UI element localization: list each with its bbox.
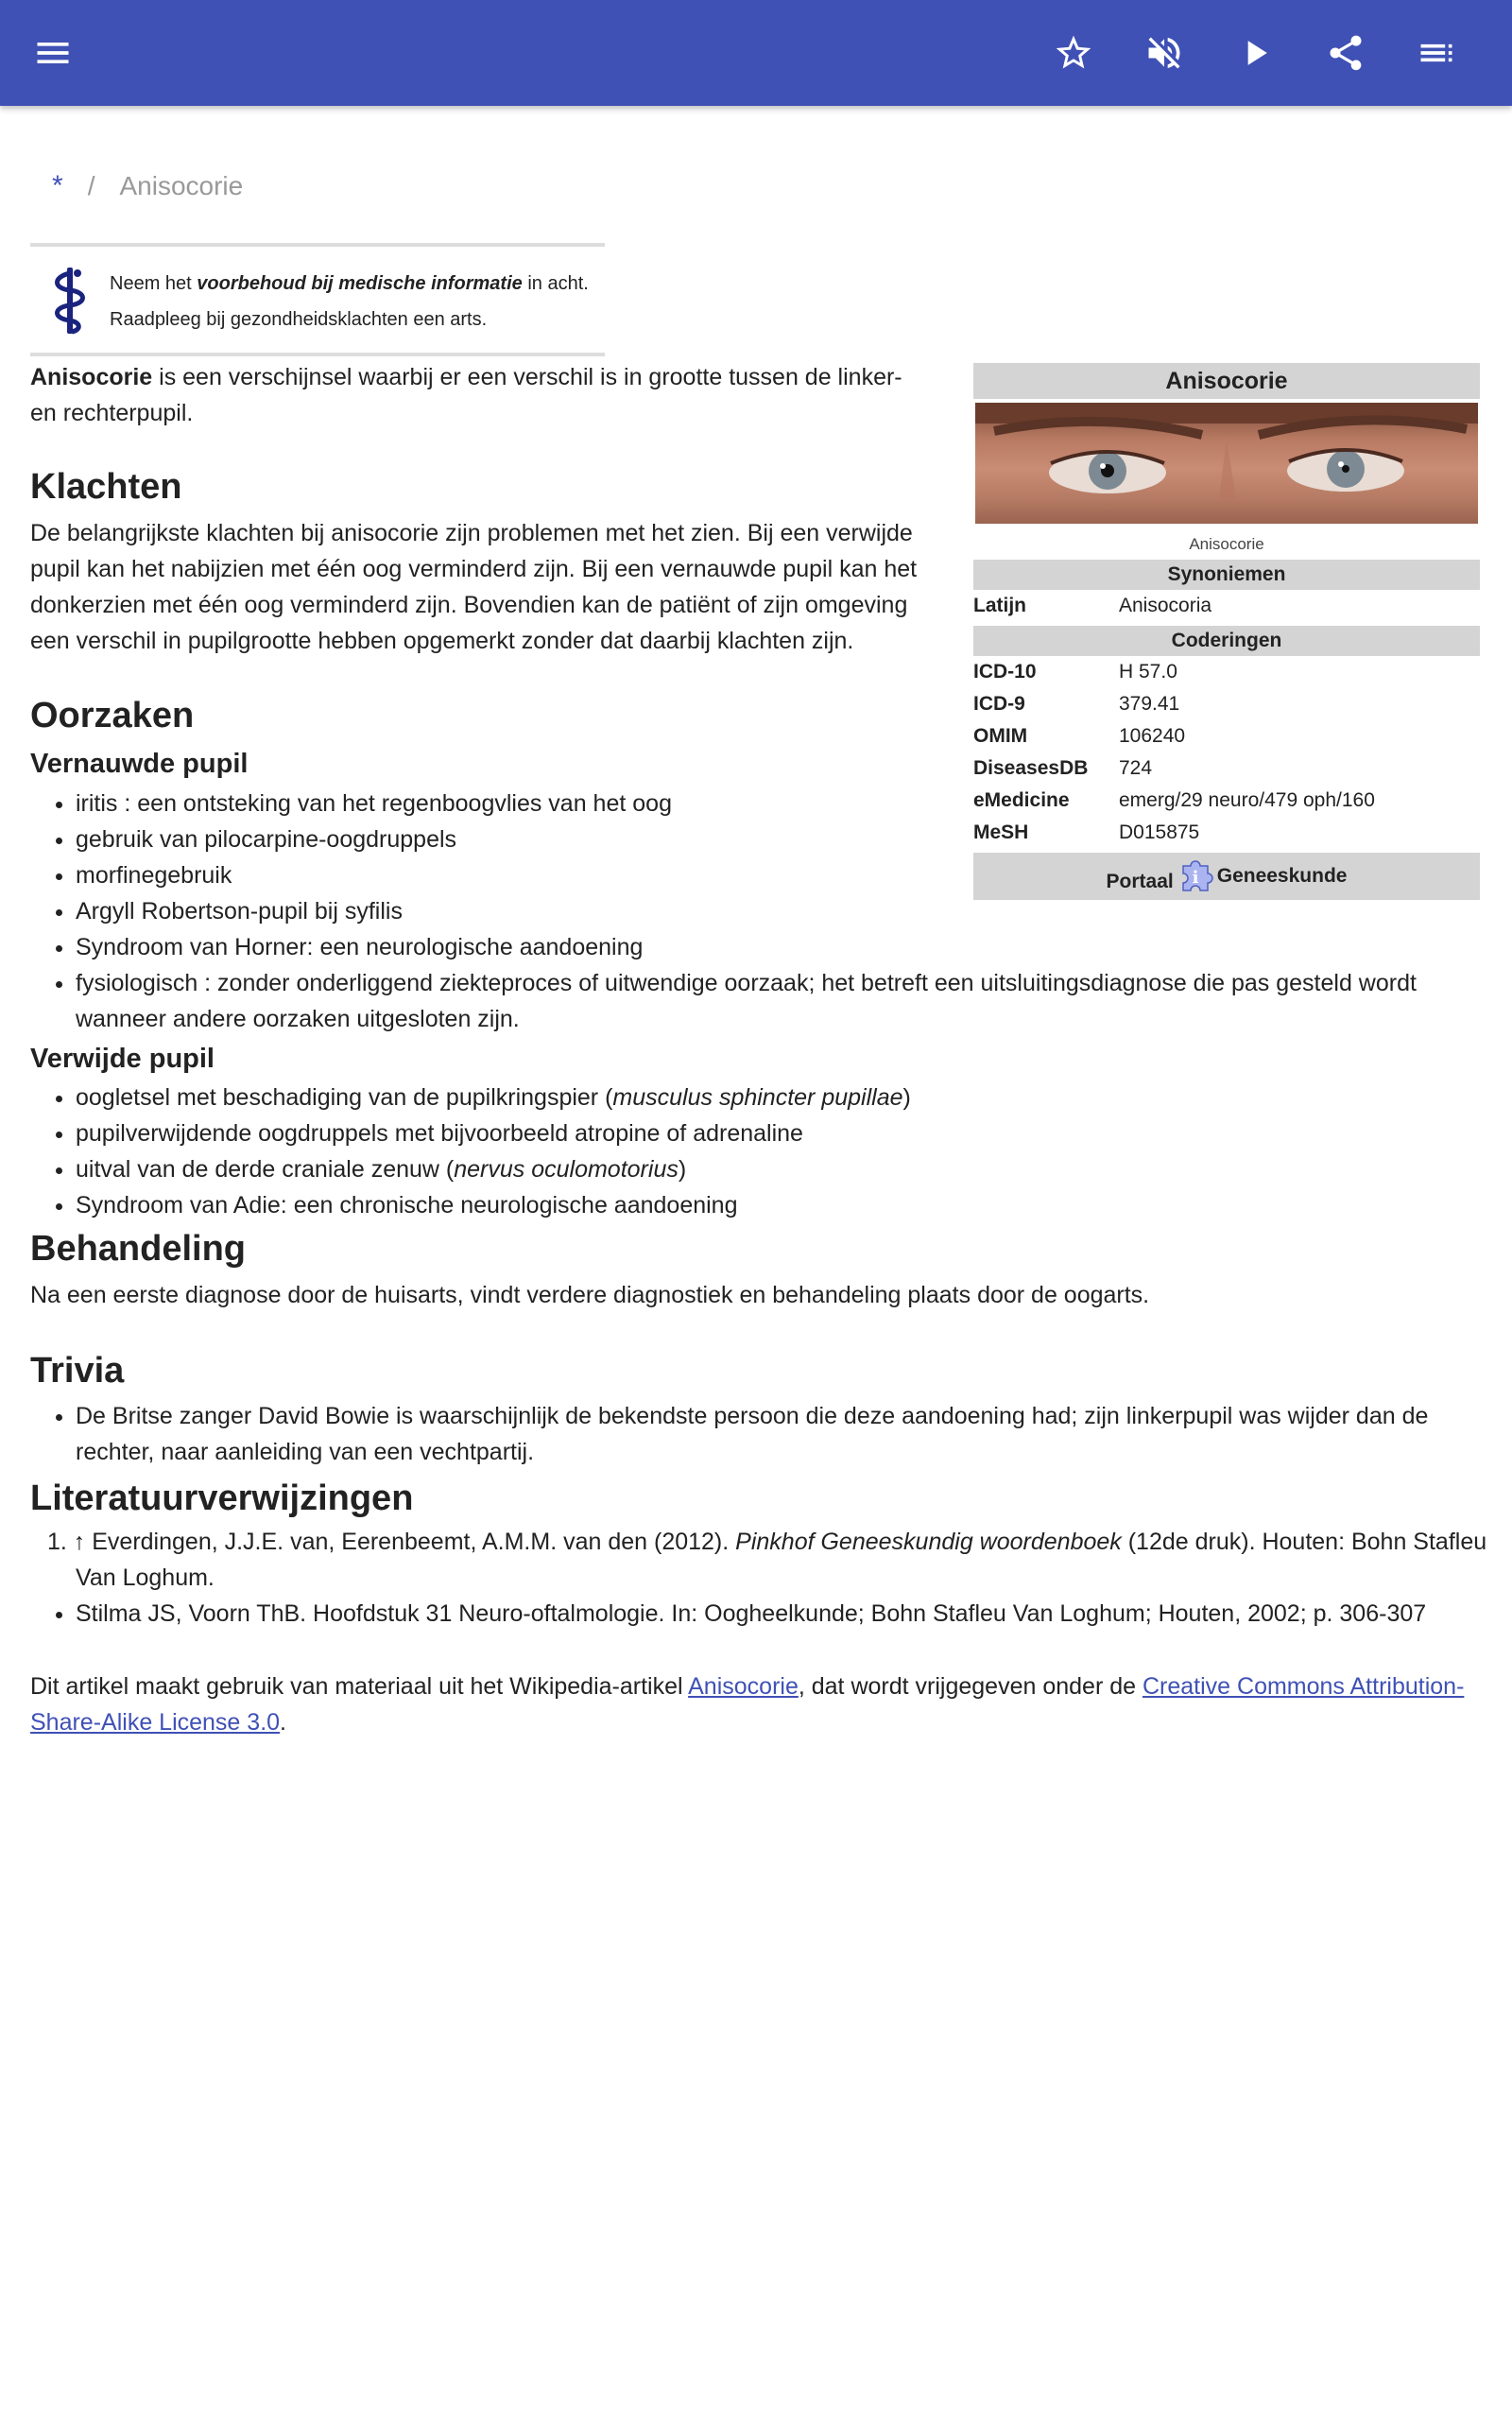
klachten-paragraph <box>30 515 956 659</box>
rod-of-asclepius-icon <box>43 266 96 336</box>
klachten-line: een verschil in pupilgrootte hebben opgemerkt zonder dat daarbij klachten zijn. <box>30 628 854 654</box>
item-text: Syndroom van Adie: een chronische neurologische aandoening <box>76 1192 738 1219</box>
infobox-key: ICD-9 <box>973 693 1025 715</box>
infobox-value: 379.41 <box>1119 693 1180 715</box>
infobox-row <box>973 590 1480 622</box>
attribution-text-end: . <box>280 1709 286 1736</box>
disclaimer-link[interactable]: voorbehoud bij medische informatie <box>197 273 523 294</box>
app-bar <box>0 0 1512 106</box>
eyes-image <box>975 403 1478 524</box>
list-item <box>76 1151 1512 1187</box>
item-text: pupilverwijdende oogdruppels met bijvoorbeeld atropine of adrenaline <box>76 1120 803 1147</box>
breadcrumb-current: Anisocorie <box>119 171 244 200</box>
reference-text: ↑ Everdingen, J.J.E. van, Eerenbeemt, A.M.M. van den (2012). <box>73 1529 736 1555</box>
infobox-codes-header: Coderingen <box>973 626 1480 656</box>
infobox-value: 106240 <box>1119 725 1186 747</box>
item-text: oogletsel met beschadiging van de pupilkringspier ( <box>76 1084 613 1111</box>
list-item: • Syndroom van Horner: een neurologische aandoening <box>76 929 1512 965</box>
disclaimer-line-1 <box>110 273 589 295</box>
breadcrumb-separator: / <box>87 171 95 200</box>
klachten-line: donkerzien met één oog verminderd zijn. Bovendien kan de patiënt of zijn omgeving <box>30 592 908 618</box>
play-icon[interactable] <box>1228 26 1281 79</box>
infobox-value: emerg/29 neuro/479 oph/160 <box>1119 789 1375 811</box>
intro-text-2: en rechterpupil. <box>30 400 194 426</box>
infobox-caption: Anisocorie <box>1189 535 1264 553</box>
infobox-key: Latijn <box>973 595 1026 616</box>
item-text: uitval van de derde craniale zenuw ( <box>76 1156 455 1183</box>
infobox-value: 724 <box>1119 757 1153 779</box>
intro-text: is een verschijnsel waarbij er een verschil is in grootte tussen de linker- <box>152 364 902 390</box>
intro-term: Anisocorie <box>30 364 153 390</box>
item-text-end: ) <box>678 1156 687 1183</box>
list-item: • morfinegebruik <box>76 857 1512 893</box>
infobox-value: D015875 <box>1119 821 1200 843</box>
vernauwde-pupil-list <box>30 786 1512 1037</box>
trivia-list <box>30 1398 1512 1470</box>
infobox-key: ICD-10 <box>973 661 1037 683</box>
portal-name: Geneeskunde <box>1216 865 1348 887</box>
attribution-text-mid: , dat wordt vrijgegeven onder de <box>798 1673 1143 1700</box>
infobox-key: OMIM <box>973 725 1028 747</box>
breadcrumb <box>52 170 243 202</box>
verwijde-pupil-list <box>30 1080 1512 1223</box>
breadcrumb-home-link[interactable]: * <box>52 170 63 201</box>
toc-icon[interactable] <box>1410 26 1463 79</box>
disclaimer-text: Neem het <box>110 273 198 294</box>
infobox-value: H 57.0 <box>1119 661 1177 683</box>
disclaimer-text-end: in acht. <box>522 273 589 294</box>
list-item: • De Britse zanger David Bowie is waarschijnlijk de bekendste persoon die deze aandoening had; zijn linkerpupil was wijder dan de rechter, naar aanleiding van een vechtpartij. <box>76 1398 1512 1470</box>
heading-behandeling: Behandeling <box>30 1229 247 1269</box>
item-latin: nervus oculomotorius <box>454 1156 679 1183</box>
item-text-end: ) <box>902 1084 911 1111</box>
list-item <box>76 1187 1512 1223</box>
list-item: • iritis : een ontsteking van het regenboogvlies van het oog <box>76 786 1512 821</box>
reference-title: Pinkhof Geneeskundig woordenboek <box>735 1529 1122 1555</box>
portal-label: Portaal <box>1106 871 1174 892</box>
share-icon[interactable] <box>1319 26 1372 79</box>
infobox-value: Anisocoria <box>1119 595 1212 616</box>
infobox-key: eMedicine <box>973 789 1070 811</box>
infobox-row <box>973 688 1480 720</box>
reference-number: 1. <box>47 1529 74 1555</box>
attribution-text: Dit artikel maakt gebruik van materiaal uit het Wikipedia-artikel <box>30 1673 689 1700</box>
infobox-title: Anisocorie <box>973 363 1480 399</box>
heading-klachten: Klachten <box>30 467 182 507</box>
disclaimer-line-2: Raadpleeg bij gezondheidsklachten een arts. <box>110 309 488 330</box>
heading-literatuur: Literatuurverwijzingen <box>30 1478 414 1518</box>
klachten-line: De belangrijkste klachten bij anisocorie zijn problemen met het zien. Bij een verwijde <box>30 520 913 546</box>
menu-icon[interactable] <box>26 26 79 79</box>
medical-disclaimer <box>30 243 605 356</box>
list-item <box>76 1115 1512 1151</box>
list-item: • gebruik van pilocarpine-oogdruppels <box>76 821 1512 857</box>
reference-item: • Stilma JS, Voorn ThB. Hoofdstuk 31 Neuro-oftalmologie. In: Oogheelkunde; Bohn Stafleu Van Loghum; Houten, 2002; p. 306-307 <box>76 1596 1512 1632</box>
intro-paragraph <box>30 359 956 431</box>
infobox-row <box>973 656 1480 688</box>
infobox-key: MeSH <box>973 821 1029 843</box>
svg-text:i: i <box>1192 868 1199 888</box>
infobox-key: DiseasesDB <box>973 757 1089 779</box>
reference-text-end: (12de druk). Houten: Bohn Stafleu Van Loghum. <box>76 1529 1487 1591</box>
list-item: • fysiologisch : zonder onderliggend ziekteproces of uitwendige oorzaak; het betreft een uitsluitingsdiagnose die pas gesteld wordt wanneer andere oorzaken uitgesloten zijn. <box>76 965 1512 1037</box>
infobox-synonyms-header: Synoniemen <box>973 560 1480 590</box>
heading-oorzaken: Oorzaken <box>30 696 195 735</box>
infobox-row <box>973 752 1480 785</box>
item-latin: musculus sphincter pupillae <box>612 1084 903 1111</box>
heading-trivia: Trivia <box>30 1351 125 1391</box>
license-link[interactable]: Creative Commons Attribution-Share-Alike License 3.0 <box>30 1673 1465 1736</box>
infobox-row <box>973 720 1480 752</box>
references-list <box>30 1524 1512 1632</box>
heading-vernauwde-pupil: Vernauwde pupil <box>30 749 249 779</box>
behandeling-paragraph: Na een eerste diagnose door de huisarts, vindt verdere diagnostiek en behandeling plaats door de oogarts. <box>30 1282 1150 1308</box>
list-item <box>76 1080 1512 1115</box>
wikipedia-article-link[interactable]: Anisocorie <box>688 1673 799 1700</box>
star-icon[interactable] <box>1047 26 1100 79</box>
klachten-line: pupil kan het nabijzien met één oog verminderd zijn. Bij een vernauwde pupil kan het <box>30 556 918 582</box>
heading-verwijde-pupil: Verwijde pupil <box>30 1044 215 1074</box>
reference-item <box>30 1524 1512 1596</box>
attribution-paragraph <box>30 1668 1486 1740</box>
list-item: • Argyll Robertson-pupil bij syfilis <box>76 893 1512 929</box>
volume-off-icon[interactable] <box>1138 26 1191 79</box>
